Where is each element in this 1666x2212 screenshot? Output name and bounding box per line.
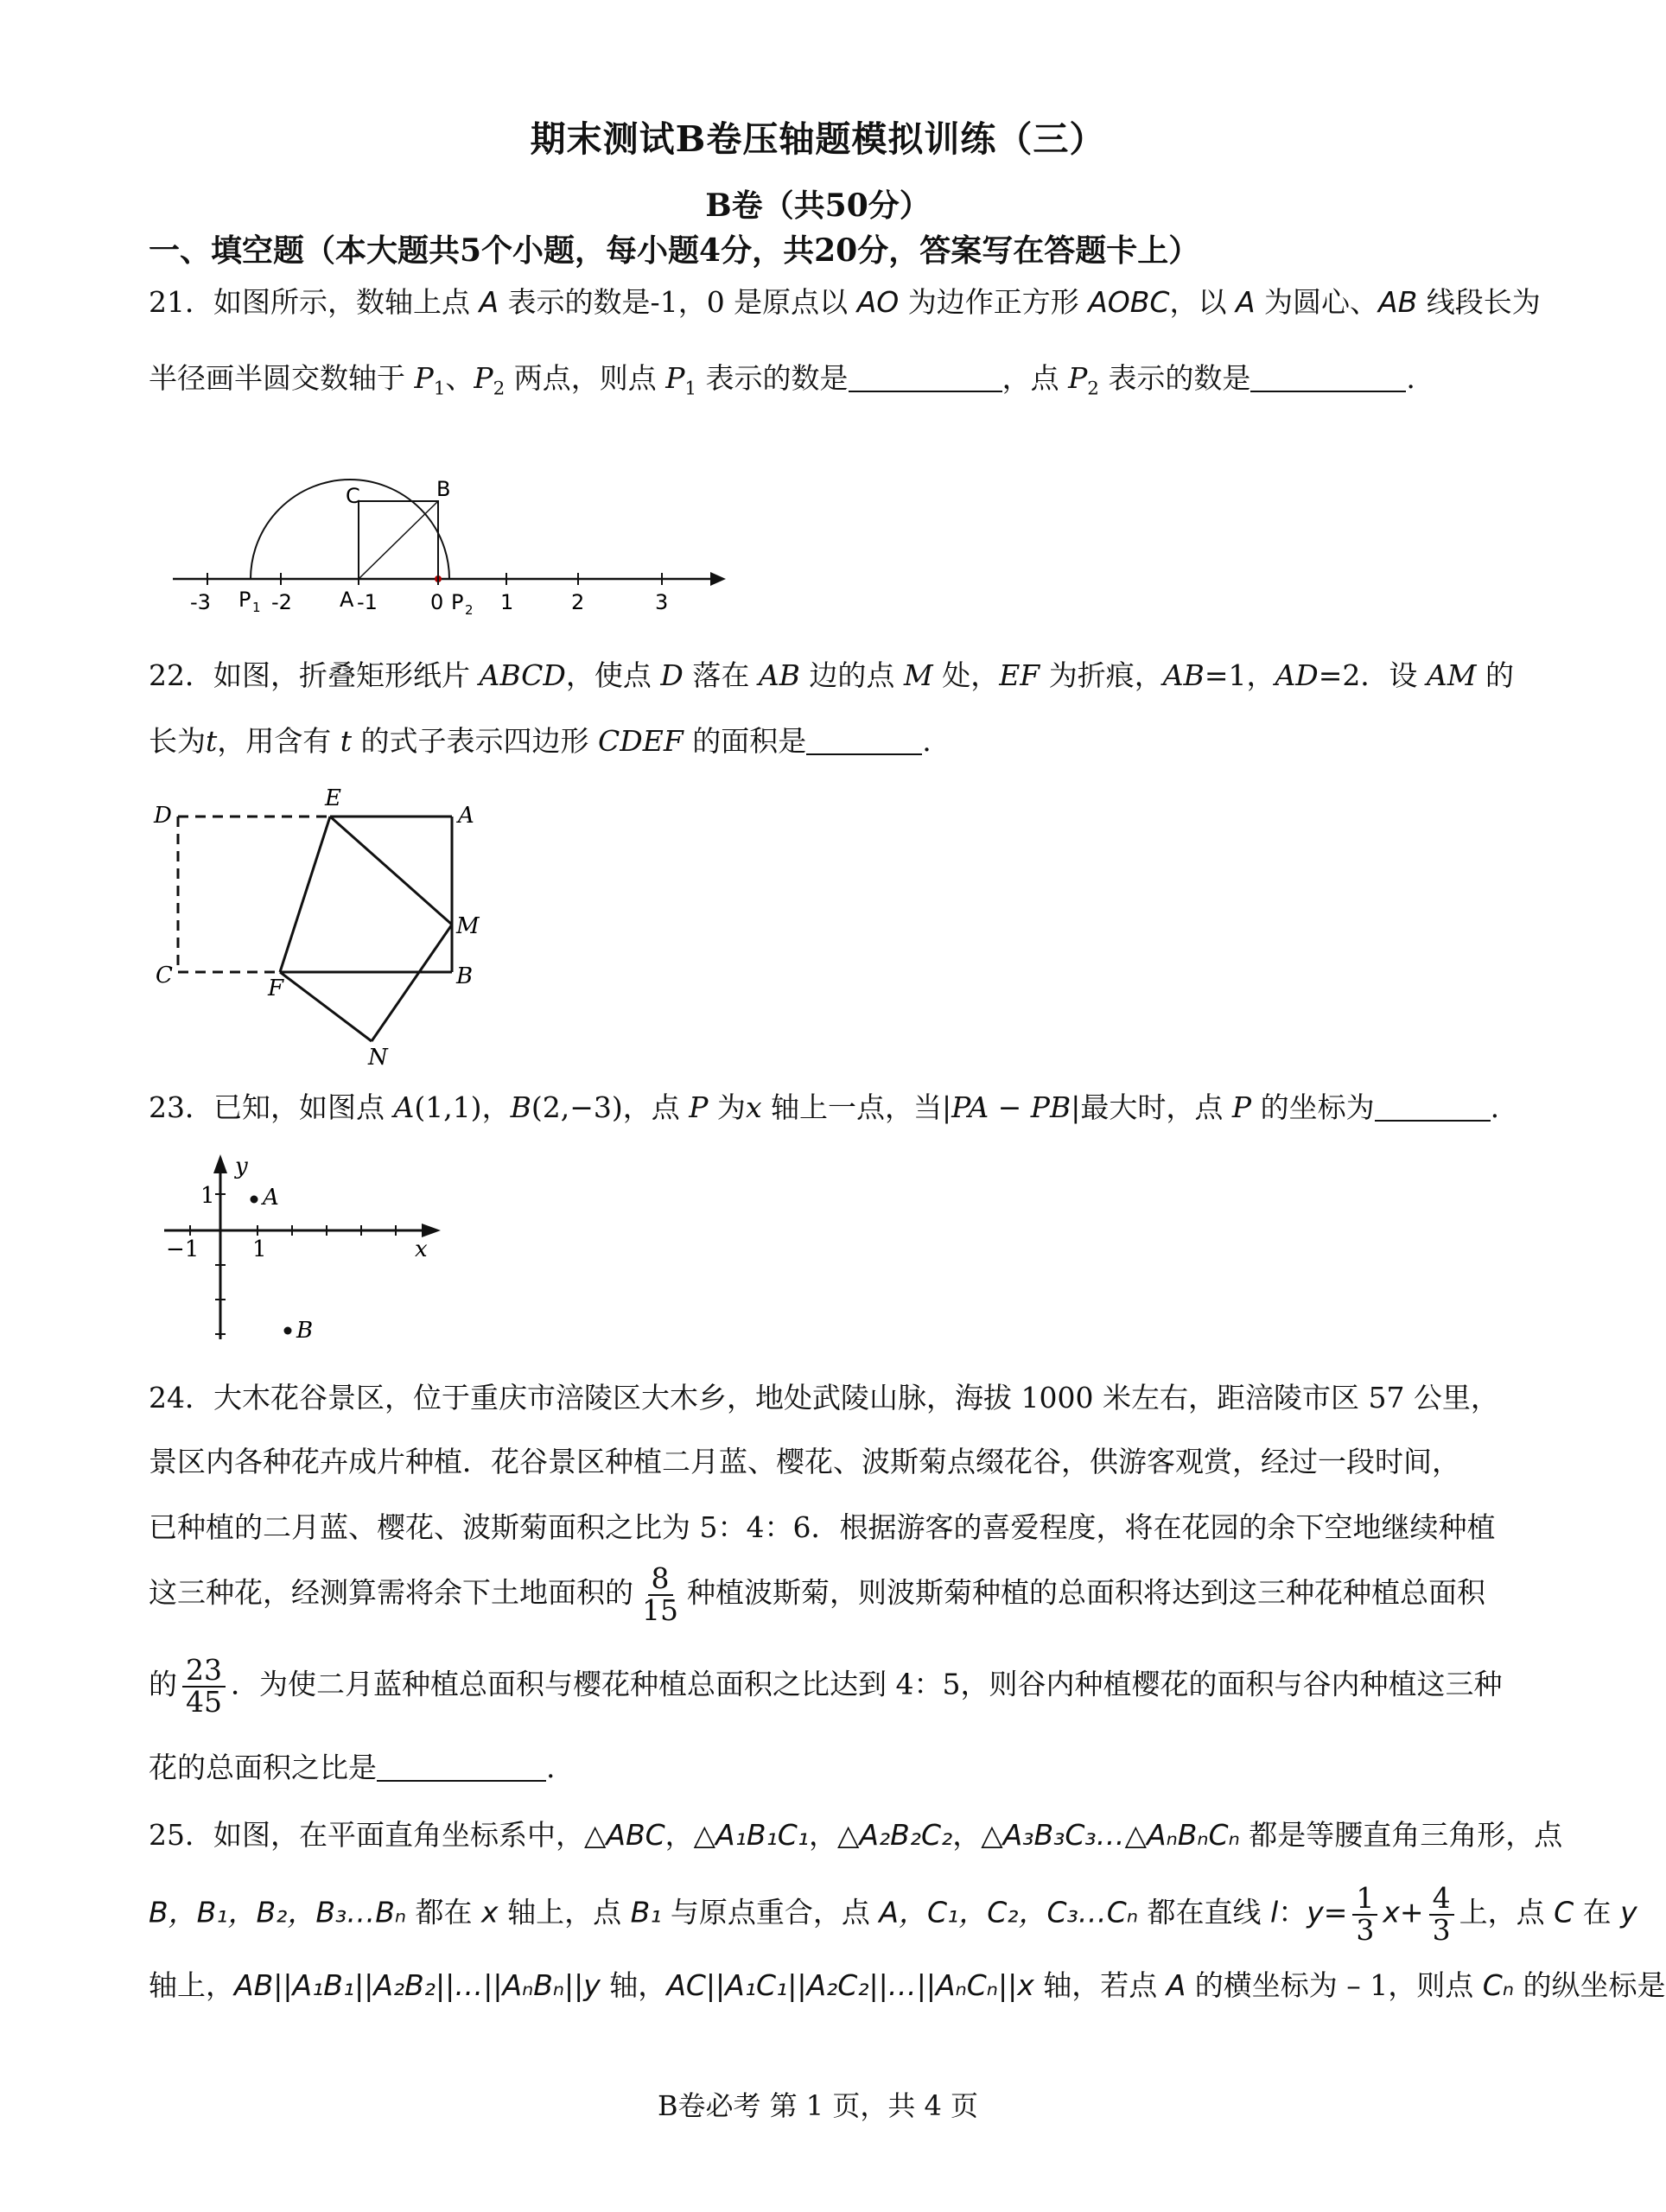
- q21-label-P2: P: [451, 590, 464, 614]
- q22-label-M: M: [456, 913, 480, 939]
- q21-number-line-figure: [164, 458, 734, 622]
- page-footer: B卷必考 第 1 页，共 4 页: [657, 2089, 979, 2122]
- q21-axis-arrow: [710, 572, 726, 586]
- q23-point-A: [251, 1196, 258, 1204]
- q21-line1: 21．如图所示，数轴上点 A 表示的数是-1，0 是原点以 AO 为边作正方形 AOBC，以 A 为圆心、AB 线段长为: [149, 285, 1541, 319]
- q23-answer-blank[interactable]: [1375, 1091, 1491, 1122]
- q24-line3: 已种植的二月蓝、樱花、波斯菊面积之比为 5：4：6．根据游客的喜爱程度，将在花园的余下空地继续种植: [149, 1510, 1496, 1544]
- q24-line1: 24．大木花谷景区，位于重庆市涪陵区大木乡，地处武陵山脉，海拔 1000 米左右，距涪陵市区 57 公里，: [149, 1381, 1499, 1414]
- q21-tick-label: -3: [190, 590, 211, 614]
- q22-label-E: E: [325, 785, 341, 811]
- q21-label-A: A: [340, 588, 354, 612]
- q24-fraction-8-15: $\frac{8}{15}$: [642, 1561, 678, 1627]
- q22-edge-EF: [280, 817, 330, 972]
- q25-line1: 25．如图，在平面直角坐标系中，△ABC，△A₁B₁C₁，△A₂B₂C₂，△A₃B₃C₃…△AₙBₙCₙ 都是等腰直角三角形，点: [149, 1818, 1563, 1852]
- q22-line1: 22．如图，折叠矩形纸片 ABCD，使点 D 落在 AB 边的点 M 处，EF 为折痕，AB=1，AD=2．设 AM 的: [149, 658, 1515, 692]
- q22-label-C: C: [156, 963, 173, 988]
- q21-answer-blank-2[interactable]: [1250, 362, 1406, 392]
- q22-label-D: D: [154, 803, 172, 829]
- q24-line2: 景区内各种花卉成片种植．花谷景区种植二月蓝、樱花、波斯菊点缀花谷，供游客观赏，经过一段时间，: [149, 1445, 1460, 1478]
- q21-tick-label: 3: [655, 590, 669, 614]
- q24-line4: 这三种花，经测算需将余下土地面积的 $\frac{8}{15}$ 种植波斯菊，则波斯菊种植的总面积将达到这三种花种植总面积: [149, 1561, 1485, 1627]
- q25-line3: 轴上，AB||A₁B₁||A₂B₂||…||AₙBₙ||y 轴，AC||A₁C₁||A₂C₂||…||AₙCₙ||x 轴，若点 A 的横坐标为 – 1，则点 Cₙ 的纵坐标是: [149, 1968, 1666, 2002]
- q21-tick-label: -2: [271, 590, 292, 614]
- q23-label-y: y: [235, 1154, 248, 1179]
- q25-fraction-1-3: $\frac{1}{3}$: [1352, 1884, 1377, 1945]
- q22-edge-NM: [372, 925, 452, 1041]
- q24-fraction-23-45: $\frac{23}{45}$: [182, 1656, 226, 1717]
- q22-edge-EM: [330, 817, 452, 925]
- q21-label-P1-sub: 1: [252, 600, 261, 615]
- q23-label-one-x: 1: [252, 1236, 267, 1262]
- q21-line2: 半径画半圆交数轴于 $P_1$、$P_2$ 两点，则点 $P_1$ 表示的数是 ，点 $P_2$ 表示的数是 .: [149, 361, 1415, 400]
- q23-y-arrow: [213, 1154, 227, 1173]
- q23-label-minus-one: −1: [166, 1236, 200, 1262]
- q23-coordinate-figure: [156, 1149, 449, 1357]
- q23-x-arrow: [422, 1224, 441, 1237]
- q25-fraction-4-3: $\frac{4}{3}$: [1429, 1884, 1454, 1945]
- q22-label-N: N: [368, 1045, 388, 1071]
- q21-tick-label: 1: [500, 590, 514, 614]
- q22-edge-FN: [280, 972, 372, 1041]
- q24-line5: 的 $\frac{23}{45}$ ．为使二月蓝种植总面积与樱花种植总面积之比达到 4：5，则谷内种植樱花的面积与谷内种植这三种: [149, 1653, 1503, 1719]
- section-heading: 一、填空题（本大题共5个小题，每小题4分，共20分，答案写在答题卡上）: [149, 232, 1200, 269]
- page-title: 期末测试B卷压轴题模拟训练（三）: [530, 118, 1106, 160]
- q24-line6: 花的总面积之比是 .: [149, 1751, 556, 1784]
- q21-diagonal: [359, 501, 438, 579]
- q21-answer-blank-1[interactable]: [849, 362, 1002, 392]
- q23-point-B: [284, 1327, 292, 1335]
- q23-label-B: B: [296, 1318, 314, 1344]
- q21-label-P2-sub: 2: [465, 602, 474, 618]
- q23-label-A: A: [263, 1185, 279, 1211]
- q23-label-x: x: [415, 1236, 428, 1262]
- q21-tick-label: 0: [430, 590, 444, 614]
- q21-label-C: C: [346, 484, 360, 508]
- q23-label-one-y: 1: [200, 1183, 215, 1209]
- q21-label-B: B: [436, 477, 451, 501]
- q21-label-P1: P: [238, 588, 251, 612]
- q22-line2: 长为t，用含有 t 的式子表示四边形 CDEF 的面积是 .: [149, 724, 932, 758]
- q22-label-A: A: [458, 803, 474, 829]
- page-subtitle: B卷（共50分）: [705, 188, 931, 224]
- q21-tick-label: 2: [571, 590, 585, 614]
- q22-label-B: B: [456, 963, 474, 989]
- q25-line2: B，B₁，B₂，B₃…Bₙ 都在 x 轴上，点 B₁ 与原点重合，点 A，C₁，C₂，C₃…Cₙ 都在直线 l：y= $\frac{1}{3}$ x+ $\frac{4}{3}$ 上，点 C 在 y: [149, 1881, 1637, 1947]
- q22-label-F: F: [268, 976, 284, 1001]
- q23-line: 23．已知，如图点 A(1,1)，B(2,−3)，点 P 为x 轴上一点，当|PA − PB|最大时，点 P 的坐标为 .: [149, 1090, 1500, 1124]
- q21-tick-label: -1: [357, 590, 378, 614]
- q24-answer-blank[interactable]: [377, 1751, 546, 1782]
- q22-answer-blank[interactable]: [806, 725, 922, 755]
- q22-folding-figure: [147, 786, 510, 1071]
